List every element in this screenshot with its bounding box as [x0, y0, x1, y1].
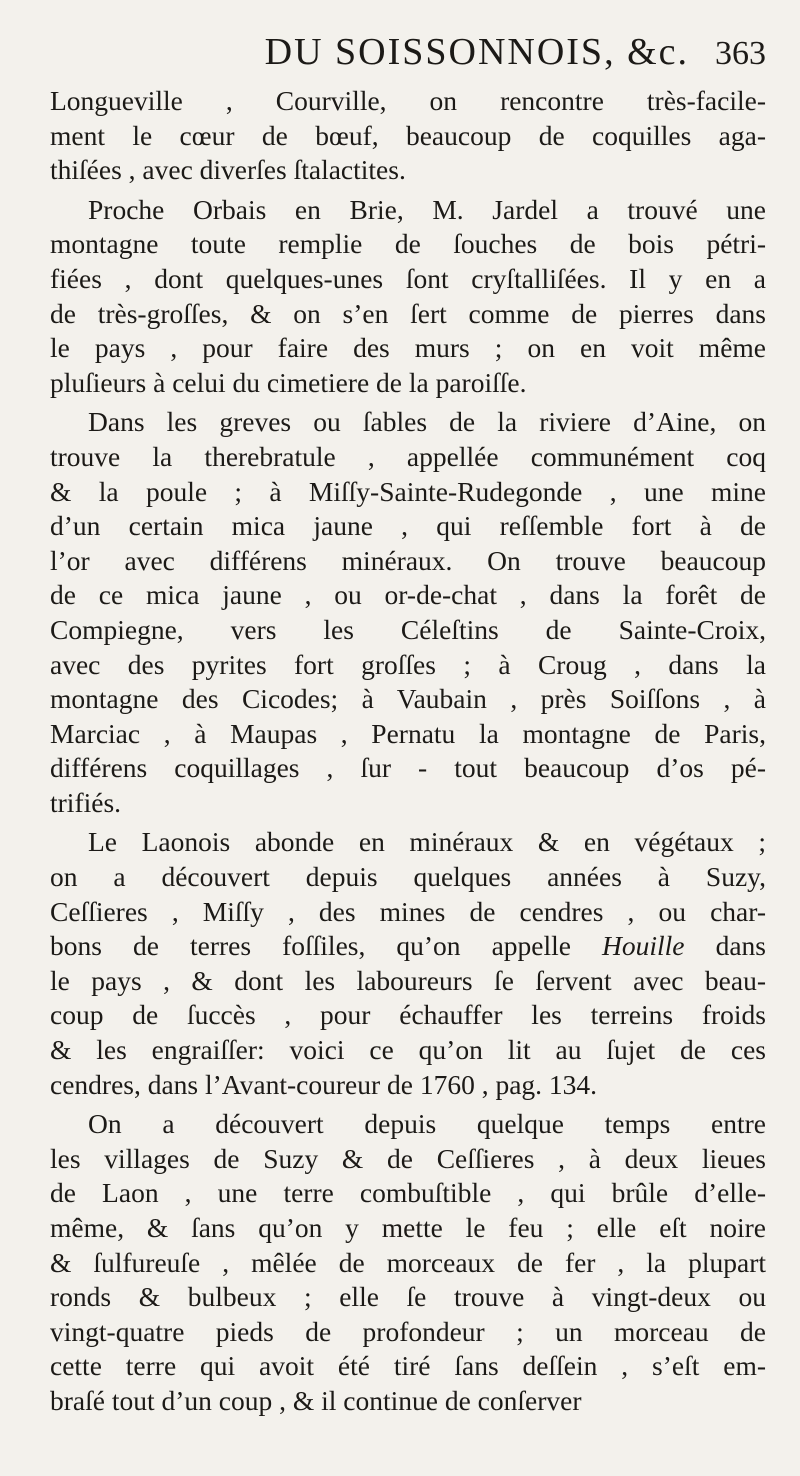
paragraph: [50, 825, 766, 1102]
paragraph: [50, 193, 766, 401]
text-line: & ſulfureuſe , mêlée de morceaux de fer , la plupart: [50, 1246, 766, 1278]
text-line: On a découvert depuis quelque temps entre: [88, 1108, 766, 1140]
page-number: 363: [715, 35, 766, 72]
text-line: les villages de Suzy & de Ceſſieres , à deux lieues: [50, 1142, 766, 1174]
text-line: bons de terres foſſiles, qu’on appelle Houille dans: [50, 930, 766, 962]
text-line: différens coquillages , ſur - tout beaucoup d’os pé-: [50, 752, 766, 784]
text-line: ment le cœur de bœuf, beaucoup de coquilles aga-: [50, 119, 766, 151]
text-line: Ceſſieres , Miſſy , des mines de cendres , ou char-: [50, 895, 766, 927]
text-line: même, & ſans qu’on y mette le feu ; elle eſt noire: [50, 1212, 766, 1243]
text-line: Dans les greves ou ſables de la riviere d’Aine, on: [88, 406, 766, 438]
body-text: [50, 84, 766, 1419]
text-line: montagne toute remplie de ſouches de bois pétri-: [50, 228, 766, 260]
running-title: DU SOISSONNOIS, &c.: [264, 31, 689, 73]
text-line: braſé tout d’un coup , & il continue de conſerver: [50, 1384, 582, 1416]
text-line: Le Laonois abonde en minéraux & en végétaux ;: [88, 826, 766, 858]
text-line: & la poule ; à Miſſy-Sainte-Rudegonde , une mine: [50, 475, 766, 507]
text-line: l’or avec différens minéraux. On trouve beaucoup: [50, 544, 766, 576]
text-line: Longueville , Courville, on rencontre très-facile-: [50, 85, 766, 116]
text-line: Marciac , à Maupas , Pernatu la montagne de Paris,: [50, 717, 766, 749]
text-line: ronds & bulbeux ; elle ſe trouve à vingt-deux ou: [50, 1281, 766, 1313]
text-line: pluſieurs à celui du cimetiere de la paroiſſe.: [50, 366, 527, 398]
paragraph: [50, 1107, 766, 1418]
text-line: avec des pyrites fort groſſes ; à Croug , dans la: [50, 648, 766, 680]
text-line: thiſées , avec diverſes ſtalactites.: [50, 154, 406, 186]
paragraph: [50, 84, 766, 188]
text-line: vingt-quatre pieds de profondeur ; un morceau de: [50, 1315, 766, 1347]
text-line: de Laon , une terre combuſtible , qui brûle d’elle-: [50, 1177, 766, 1209]
text-line: Proche Orbais en Brie, M. Jardel a trouvé une: [88, 193, 766, 225]
text-line: cette terre qui avoit été tiré ſans deſſein , s’eſt em-: [50, 1350, 766, 1382]
page-header: [50, 30, 766, 78]
text-line: & les engraiſſer: voici ce qu’on lit au ſujet de ces: [50, 1034, 766, 1066]
text-line: trouve la therebratule , appellée communément coq: [50, 440, 766, 472]
text-line: d’un certain mica jaune , qui reſſemble fort à de: [50, 510, 766, 542]
text-line: montagne des Cicodes; à Vaubain , près Soiſſons , à: [50, 683, 766, 715]
text-line: de très-groſſes, & on s’en ſert comme de pierres dans: [50, 297, 766, 329]
text-line: coup de ſuccès , pour échauffer les terreins froids: [50, 999, 766, 1031]
text-line: Compiegne, vers les Céleſtins de Sainte-Croix,: [50, 613, 766, 645]
paragraph: [50, 405, 766, 820]
text-line: de ce mica jaune , ou or-de-chat , dans la forêt de: [50, 579, 766, 611]
text-line: le pays , & dont les laboureurs ſe ſervent avec beau-: [50, 964, 766, 996]
text-line: fiées , dont quelques-unes ſont cryſtalliſées. Il y en a: [50, 262, 766, 294]
text-line: le pays , pour faire des murs ; on en voit même: [50, 332, 766, 364]
text-line: on a découvert depuis quelques années à Suzy,: [50, 861, 766, 893]
text-line: cendres, dans l’Avant-coureur de 1760 , pag. 134.: [50, 1068, 598, 1100]
text-line: trifiés.: [50, 786, 122, 818]
